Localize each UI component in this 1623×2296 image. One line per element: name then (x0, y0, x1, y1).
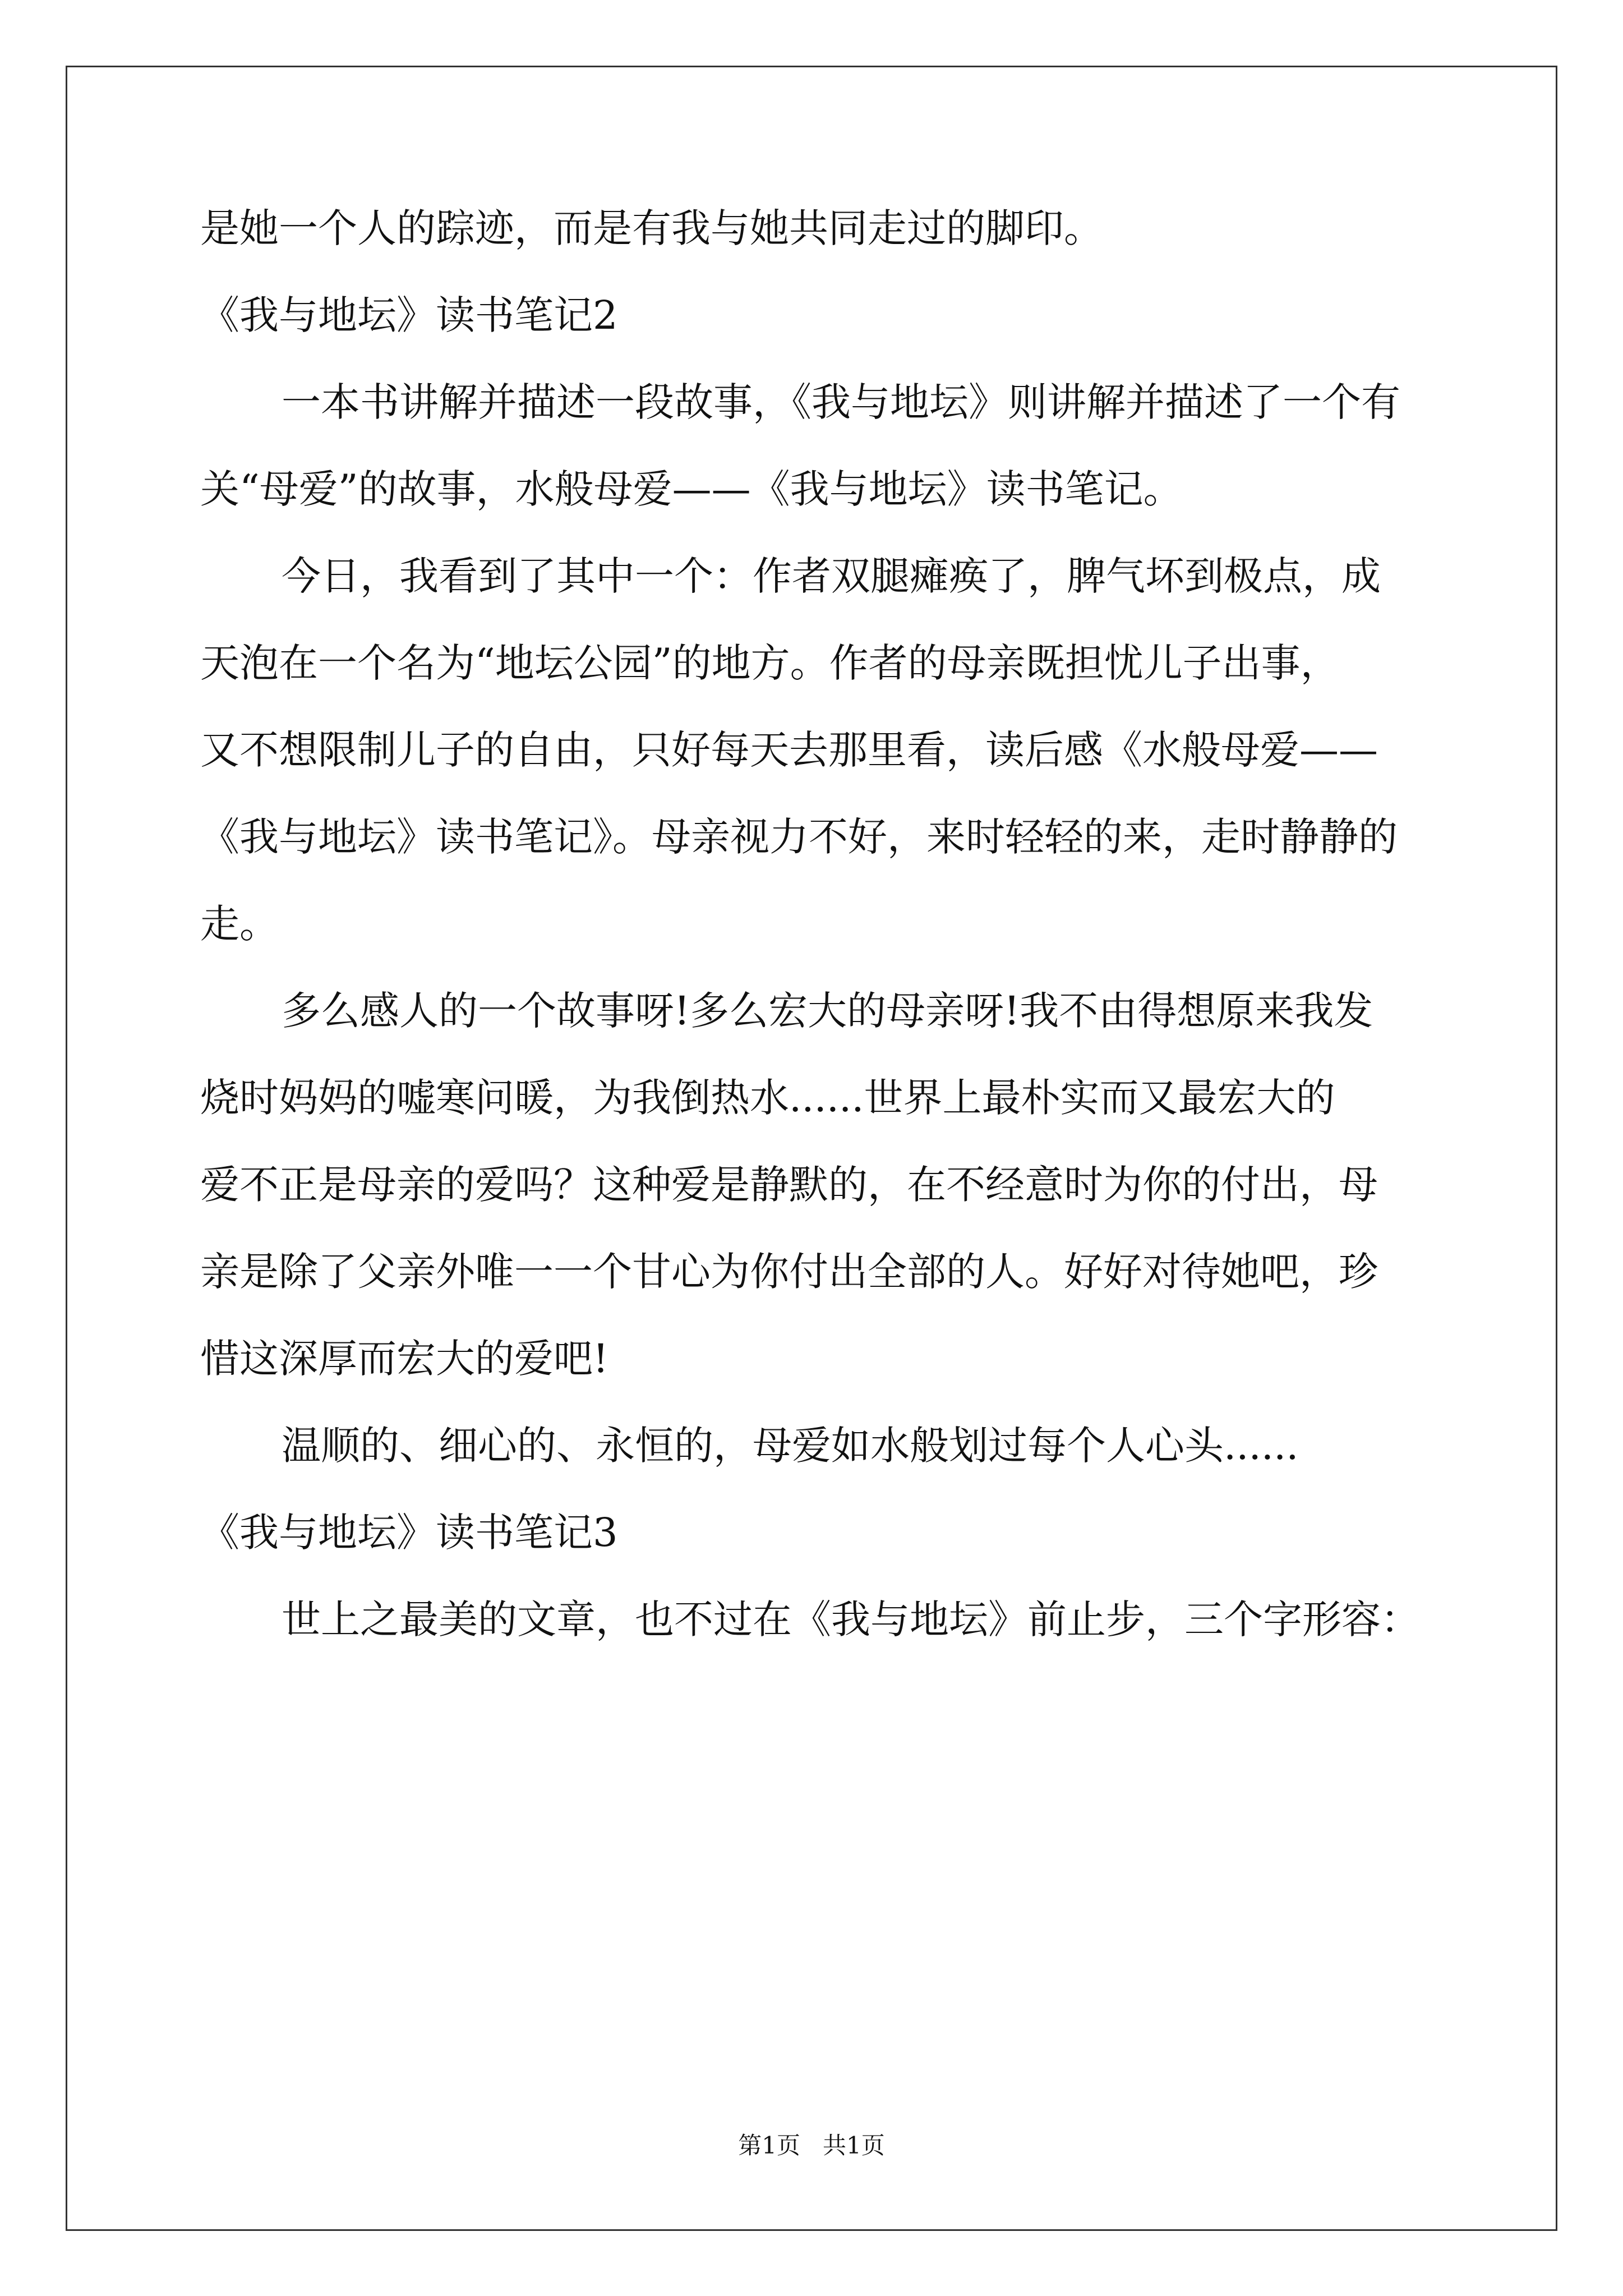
section-heading: 《我与地坛》读书笔记3 (200, 1510, 618, 1556)
text-line: 烧时妈妈的嘘寒问暖，为我倒热水......世界上最朴实而又最宏大的 (200, 1075, 1335, 1121)
text-line: 多么感人的一个故事呀!多么宏大的母亲呀!我不由得想原来我发 (282, 988, 1373, 1034)
text-line: 是她一个人的踪迹，而是有我与她共同走过的脚印。 (200, 205, 1103, 251)
section-heading: 《我与地坛》读书笔记2 (200, 292, 618, 338)
text-line: 天泡在一个名为“地坛公园”的地方。作者的母亲既担忧儿子出事， (200, 640, 1340, 686)
text-line: 一本书讲解并描述一段故事，《我与地坛》则讲解并描述了一个有 (282, 379, 1400, 425)
text-line: 爱不正是母亲的爱吗？这种爱是静默的，在不经意时为你的付出，母 (200, 1162, 1378, 1208)
text-line: 《我与地坛》读书笔记》。母亲视力不好，来时轻轻的来，走时静静的 (200, 814, 1398, 860)
text-line: 惜这深厚而宏大的爱吧! (200, 1336, 609, 1382)
text-line: 今日，我看到了其中一个：作者双腿瘫痪了，脾气坏到极点，成 (282, 553, 1381, 599)
text-line: 世上之最美的文章，也不过在《我与地坛》前止步，三个字形容： (282, 1596, 1420, 1642)
text-line: 关“母爱”的故事，水般母爱——《我与地坛》读书笔记。 (200, 466, 1183, 512)
text-line: 亲是除了父亲外唯一一个甘心为你付出全部的人。好好对待她吧，珍 (200, 1249, 1378, 1295)
page-number-footer: 第1页 共1页 (738, 2132, 885, 2159)
text-line: 走。 (200, 901, 279, 947)
text-line: 温顺的、细心的、永恒的，母爱如水般划过每个人心头...... (282, 1423, 1299, 1469)
text-line: 又不想限制儿子的自由，只好每天去那里看，读后感《水般母爱—— (200, 727, 1378, 773)
